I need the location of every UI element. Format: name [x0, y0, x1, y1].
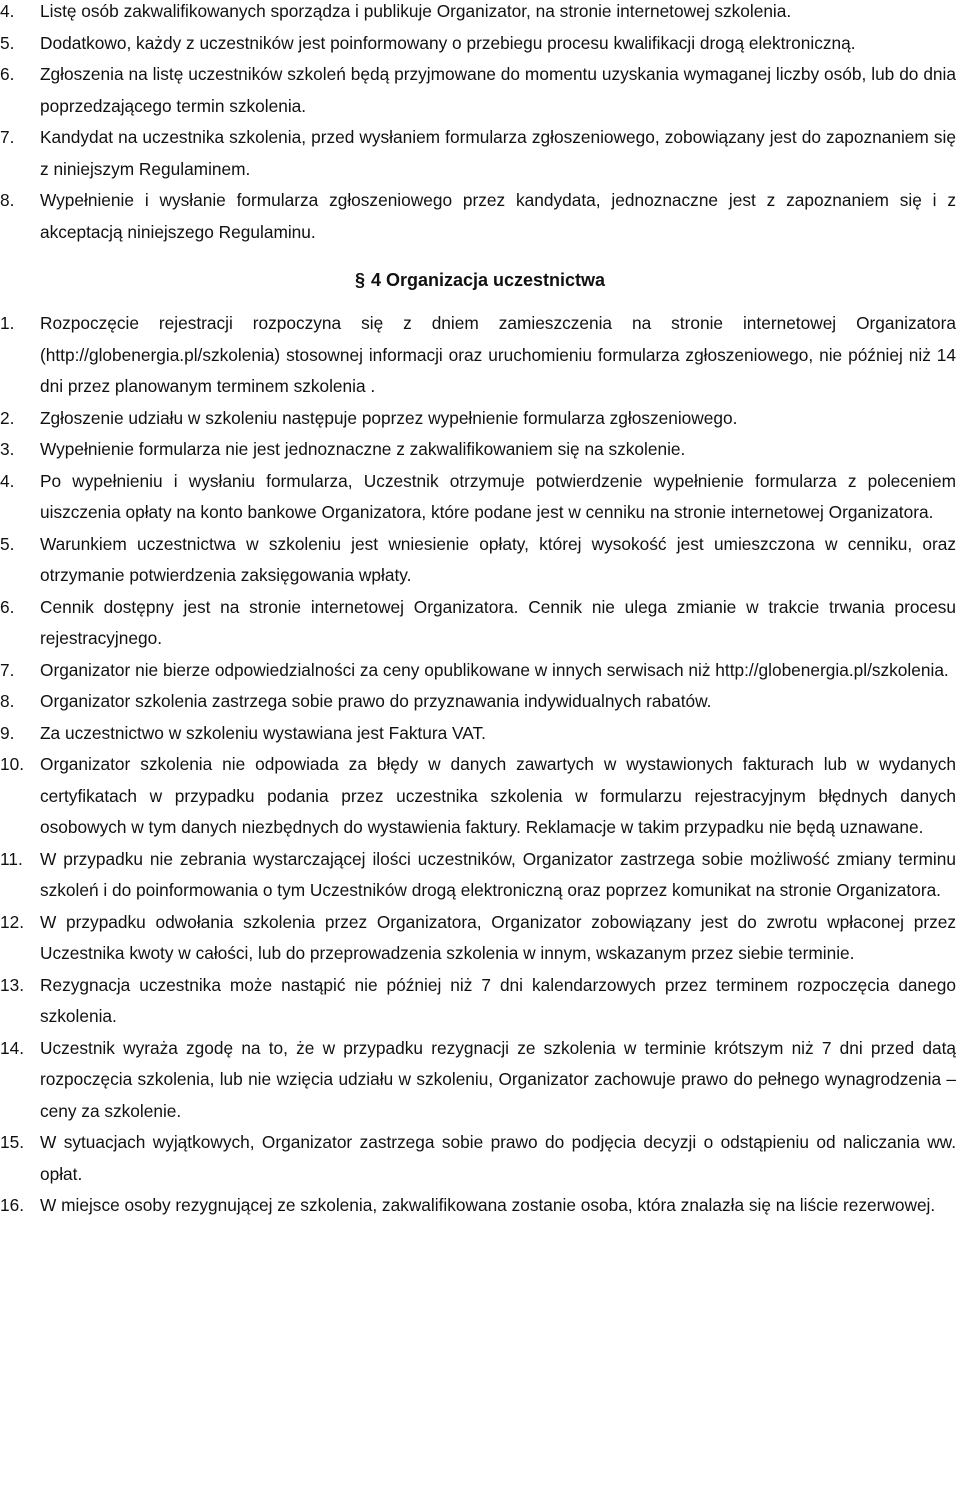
list-item: [0, 592, 960, 655]
item-text: Organizator nie bierze odpowiedzialności za ceny opublikowane w innych serwisach niż http://globenergia.pl/szkolenia.: [40, 659, 949, 680]
section-title: 4 Organizacja uczestnictwa: [370, 270, 606, 290]
item-text: Zgłoszenia na listę uczestników szkoleń będą przyjmowane do momentu uzyskania wymaganej liczby osób, lub do dnia poprzedzającego termin szkolenia.: [40, 64, 956, 116]
item-number: 6.: [0, 64, 15, 84]
list-item: [0, 59, 960, 122]
item-number: 6.: [0, 596, 15, 617]
item-number: 10.: [0, 754, 25, 774]
item-text: Cennik dostępny jest na stronie internetowej Organizatora. Cennik nie ulega zmianie w trakcie trwania procesu rejestracyjnego.: [40, 596, 956, 648]
item-number: 3.: [0, 439, 15, 459]
item-text: W sytuacjach wyjątkowych, Organizator zastrzega sobie prawo do podjęcia decyzji o odstąpieniu od naliczania ww. opłat.: [40, 1132, 956, 1184]
list-item: [0, 1033, 960, 1128]
item-text: Za uczestnictwo w szkoleniu wystawiana jest Faktura VAT.: [40, 722, 486, 743]
list-item: [0, 185, 960, 248]
item-number: 4.: [0, 1, 15, 21]
item-number: 5.: [0, 32, 15, 53]
item-number: 8.: [0, 691, 15, 711]
item-text: Uczestnik wyraża zgodę na to, że w przypadku rezygnacji ze szkolenia w terminie krótszym niż 7 dni przed datą rozpoczęcia szkolenia, lub nie wzięcia udziału w szkoleniu, Organizator zachowuje prawo do pełnego wynagrodzenia – ceny za szkolenie.: [40, 1037, 956, 1121]
list-item: [0, 718, 960, 750]
list-item: [0, 844, 960, 907]
item-number: 12.: [0, 911, 25, 932]
item-text: Wypełnienie i wysłanie formularza zgłoszeniowego przez kandydata, jednoznaczne jest z zapoznaniem się i z akceptacją niniejszego Regulaminu.: [40, 190, 956, 242]
list-item: [0, 434, 960, 466]
item-text: Po wypełnieniu i wysłaniu formularza, Uczestnik otrzymuje potwierdzenie wypełnienie formularza z poleceniem uiszczenia opłaty na konto bankowe Organizatora, które podane jest w cenniku na stronie internetowej Organizatora.: [40, 470, 956, 522]
item-number: 7.: [0, 659, 15, 680]
item-number: 4.: [0, 470, 15, 491]
list-item: [0, 466, 960, 529]
section-heading: [0, 265, 960, 296]
list-item: [0, 0, 960, 28]
item-text: W miejsce osoby rezygnującej ze szkolenia, zakwalifikowana zostanie osoba, która znalazła się na liście rezerwowej.: [40, 1195, 936, 1215]
list-item: [0, 308, 960, 403]
item-number: 15.: [0, 1132, 25, 1152]
item-text: Wypełnienie formularza nie jest jednoznaczne z zakwalifikowaniem się na szkolenie.: [40, 439, 686, 459]
list-item: [0, 28, 960, 60]
list-item: [0, 529, 960, 592]
list-item: [0, 686, 960, 718]
item-number: 7.: [0, 127, 15, 147]
list-item: [0, 970, 960, 1033]
list-item: [0, 1127, 960, 1190]
item-number: 13.: [0, 974, 25, 995]
item-text: Kandydat na uczestnika szkolenia, przed wysłaniem formularza zgłoszeniowego, zobowiązany jest do zapoznaniem się z niniejszym Regulaminem.: [40, 127, 956, 179]
list-item: [0, 655, 960, 687]
item-text: Rozpoczęcie rejestracji rozpoczyna się z dniem zamieszczenia na stronie internetowej Organizatora (http://globenergia.pl/szkolenia) stosownej informacji oraz uruchomieniu formularza zgłoszeniowego, nie później niż 14 dni przez planowanym terminem szkolenia .: [40, 313, 956, 396]
item-text: Rezygnacja uczestnika może nastąpić nie później niż 7 dni kalendarzowych przez terminem rozpoczęcia danego szkolenia.: [40, 974, 956, 1026]
item-number: 16.: [0, 1195, 25, 1215]
item-text: W przypadku odwołania szkolenia przez Organizatora, Organizator zobowiązany jest do zwrotu wpłaconej przez Uczestnika kwoty w całości, lub do przeprowadzenia szkolenia w innym, wskazanym przez siebie terminie.: [40, 911, 956, 963]
list-item: [0, 122, 960, 185]
item-text: Listę osób zakwalifikowanych sporządza i publikuje Organizator, na stronie internetowej szkolenia.: [40, 1, 792, 21]
rules-list-continued: [0, 0, 960, 248]
list-item: [0, 1190, 960, 1222]
item-number: 2.: [0, 407, 15, 428]
item-text: Organizator szkolenia nie odpowiada za błędy w danych zawartych w wystawionych fakturach lub w wydanych certyfikatach w przypadku podania przez uczestnika szkolenia w formularzu rejestracyjnym błędnych danych osobowych w tym danych niezbędnych do wystawienia faktury. Reklamacje w takim przypadku nie będą uznawane.: [40, 754, 956, 837]
list-item: [0, 907, 960, 970]
participation-rules-list: [0, 308, 960, 1222]
item-number: 8.: [0, 190, 15, 210]
item-text: Zgłoszenie udziału w szkoleniu następuje poprzez wypełnienie formularza zgłoszeniowego.: [40, 407, 738, 428]
item-text: W przypadku nie zebrania wystarczającej ilości uczestników, Organizator zastrzega sobie możliwość zmiany terminu szkoleń i do poinformowania o tym Uczestników drogą elektroniczną oraz poprzez komunikat na stronie Organizatora.: [40, 848, 956, 900]
item-number: 9.: [0, 722, 15, 743]
item-number: 5.: [0, 533, 15, 554]
item-number: 11.: [0, 848, 23, 869]
item-number: 14.: [0, 1037, 25, 1058]
item-text: Warunkiem uczestnictwa w szkoleniu jest wniesienie opłaty, której wysokość jest umieszczona w cenniku, oraz otrzymanie potwierdzenia zaksięgowania wpłaty.: [40, 533, 956, 585]
list-item: [0, 403, 960, 435]
section-symbol: §: [354, 270, 365, 290]
item-text: Organizator szkolenia zastrzega sobie prawo do przyznawania indywidualnych rabatów.: [40, 691, 712, 711]
item-text: Dodatkowo, każdy z uczestników jest poinformowany o przebiegu procesu kwalifikacji drogą elektroniczną.: [40, 32, 856, 53]
list-item: [0, 749, 960, 844]
item-number: 1.: [0, 313, 15, 333]
